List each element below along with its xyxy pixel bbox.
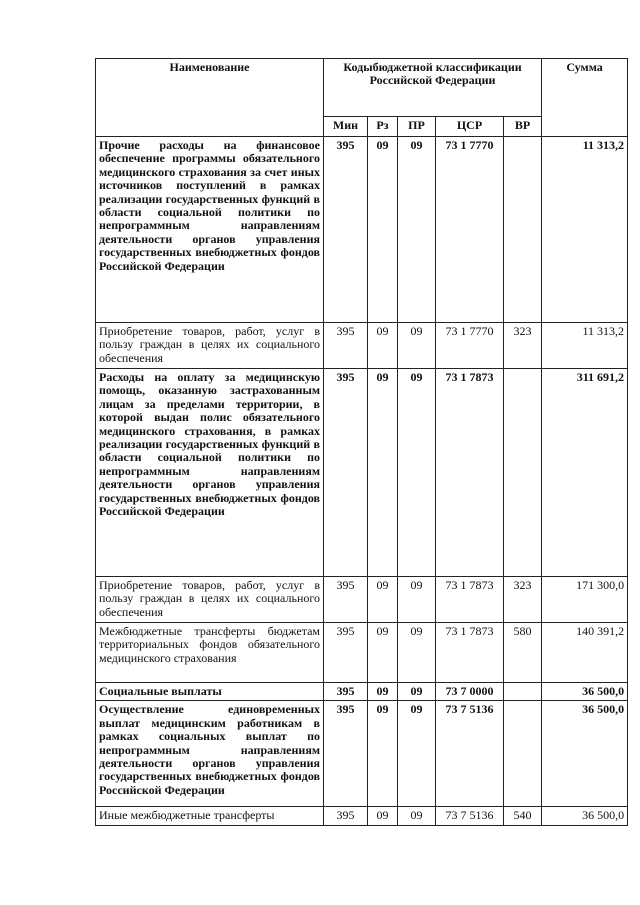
row-vr: 323 <box>504 323 542 369</box>
table-row <box>96 683 628 701</box>
row-vr <box>504 369 542 577</box>
row-rz: 09 <box>368 577 398 623</box>
row-name: Приобретение товаров, работ, услуг в пользу граждан в целях их социального обеспечения <box>96 323 324 369</box>
header-pr: ПР <box>398 117 436 137</box>
row-name: Расходы на оплату за медицинскую помощь, оказанную застрахованным лицам за пределами территории, в которой выдан полис обязательного медицинского страхования, в рамках реализации государственных функций в области социальной политики по непрограммным направлениям деятельности органов управления государственных внебюджетных фондов Российской Федерации <box>96 369 324 577</box>
row-name: Приобретение товаров, работ, услуг в пользу граждан в целях их социального обеспечения <box>96 577 324 623</box>
row-csr: 73 7 5136 <box>436 701 504 807</box>
header-vr: ВР <box>504 117 542 137</box>
header-codes: Кодыбюджетной классификации Российской Федерации <box>324 59 542 117</box>
row-vr <box>504 683 542 701</box>
row-sum: 311 691,2 <box>542 369 628 577</box>
table-row <box>96 577 628 623</box>
row-pr: 09 <box>398 807 436 825</box>
header-rz: Рз <box>368 117 398 137</box>
row-sum: 171 300,0 <box>542 577 628 623</box>
budget-table <box>95 58 628 826</box>
header-row <box>96 59 628 117</box>
row-sum: 11 313,2 <box>542 323 628 369</box>
table-row <box>96 807 628 825</box>
row-sum: 36 500,0 <box>542 701 628 807</box>
row-vr: 323 <box>504 577 542 623</box>
row-min: 395 <box>324 807 368 825</box>
row-min: 395 <box>324 323 368 369</box>
table-row <box>96 623 628 683</box>
row-sum: 140 391,2 <box>542 623 628 683</box>
header-name: Наименование <box>96 59 324 137</box>
row-name: Социальные выплаты <box>96 683 324 701</box>
row-vr: 580 <box>504 623 542 683</box>
row-csr: 73 1 7873 <box>436 369 504 577</box>
row-min: 395 <box>324 369 368 577</box>
row-pr: 09 <box>398 323 436 369</box>
row-pr: 09 <box>398 137 436 323</box>
row-name: Осуществление единовременных выплат медицинским работникам в рамках социальных выплат по непрограммным направлениям деятельности органов управления государственных внебюджетных фондов Российской Федерации <box>96 701 324 807</box>
row-pr: 09 <box>398 577 436 623</box>
row-name: Межбюджетные трансферты бюджетам территориальных фондов обязательного медицинского страхования <box>96 623 324 683</box>
row-csr: 73 1 7873 <box>436 623 504 683</box>
row-csr: 73 1 7770 <box>436 137 504 323</box>
header-min: Мин <box>324 117 368 137</box>
table-row <box>96 701 628 807</box>
row-min: 395 <box>324 623 368 683</box>
row-min: 395 <box>324 577 368 623</box>
row-rz: 09 <box>368 701 398 807</box>
row-vr: 540 <box>504 807 542 825</box>
row-rz: 09 <box>368 137 398 323</box>
row-sum: 11 313,2 <box>542 137 628 323</box>
row-csr: 73 7 5136 <box>436 807 504 825</box>
row-name: Прочие расходы на финансовое обеспечение программы обязательного медицинского страхования за счет иных источников поступлений в рамках реализации государственных функций в области социальной политики по непрограммным направлениям деятельности органов управления государственных внебюджетных фондов Российской Федерации <box>96 137 324 323</box>
row-pr: 09 <box>398 701 436 807</box>
header-sum: Сумма <box>542 59 628 137</box>
row-rz: 09 <box>368 683 398 701</box>
row-sum: 36 500,0 <box>542 683 628 701</box>
row-pr: 09 <box>398 683 436 701</box>
row-rz: 09 <box>368 323 398 369</box>
row-csr: 73 1 7770 <box>436 323 504 369</box>
row-csr: 73 7 0000 <box>436 683 504 701</box>
table-row <box>96 323 628 369</box>
table-row <box>96 137 628 323</box>
row-rz: 09 <box>368 807 398 825</box>
table-row <box>96 369 628 577</box>
row-vr <box>504 137 542 323</box>
row-pr: 09 <box>398 623 436 683</box>
row-csr: 73 1 7873 <box>436 577 504 623</box>
row-min: 395 <box>324 137 368 323</box>
row-vr <box>504 701 542 807</box>
row-pr: 09 <box>398 369 436 577</box>
header-csr: ЦСР <box>436 117 504 137</box>
row-min: 395 <box>324 683 368 701</box>
row-name: Иные межбюджетные трансферты <box>96 807 324 825</box>
row-min: 395 <box>324 701 368 807</box>
row-rz: 09 <box>368 369 398 577</box>
row-sum: 36 500,0 <box>542 807 628 825</box>
row-rz: 09 <box>368 623 398 683</box>
